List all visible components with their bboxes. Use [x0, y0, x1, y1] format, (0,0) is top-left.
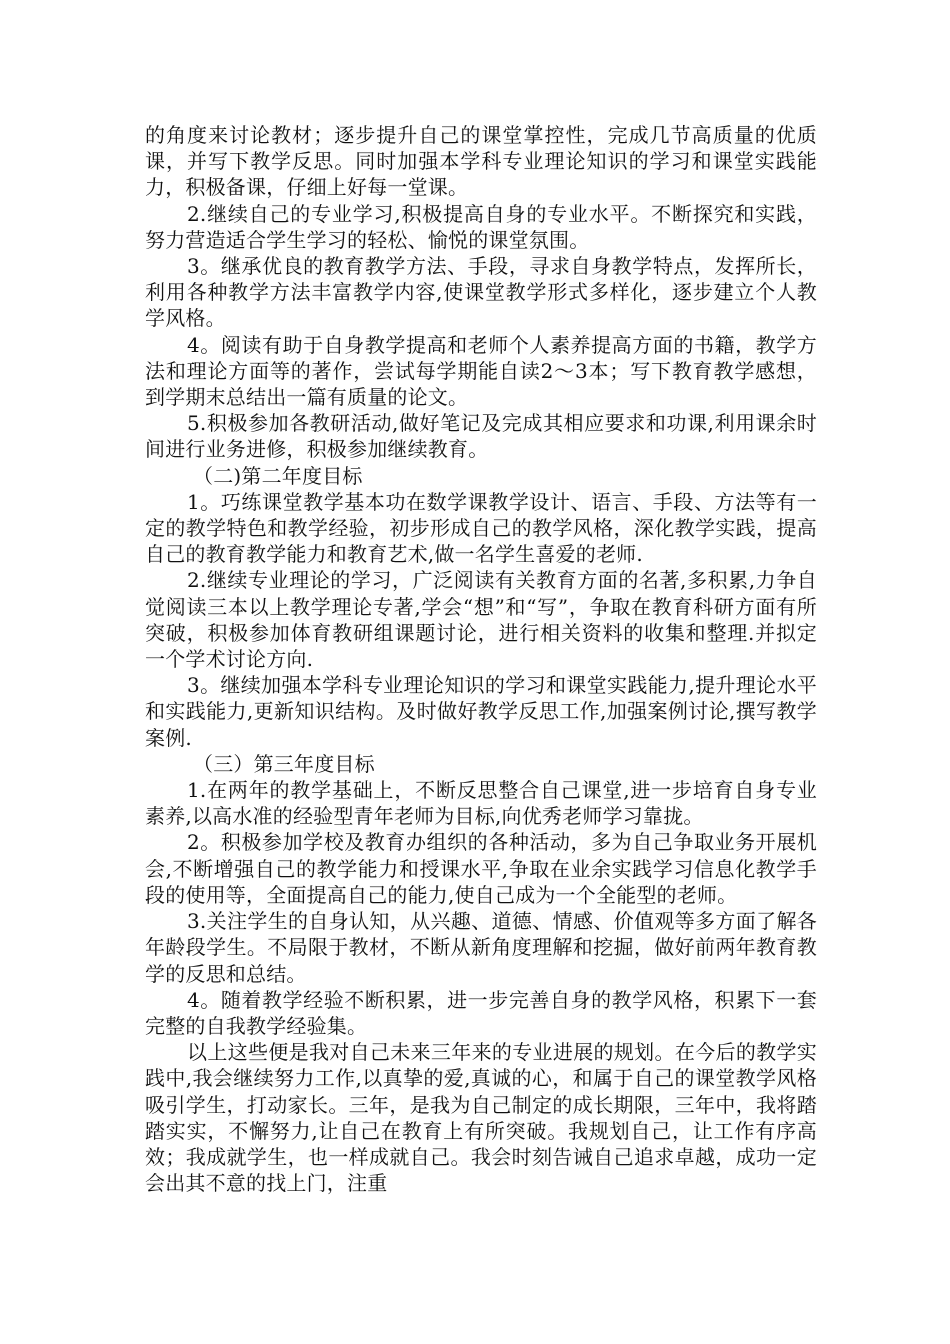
document-body	[145, 122, 817, 1196]
section-heading-year-two: （二)第二年度目标	[193, 463, 363, 488]
paragraph-item-3: 3。继续加强本学科专业理论知识的学习和课堂实践能力,提升理论水平和实践能力,更新知识结构。及时做好教学反思工作,加强案例讨论,撰写教学案例.	[145, 673, 817, 750]
paragraph-item-3: 3。继承优良的教育教学方法、手段，寻求自身教学特点，发挥所长，利用各种教学方法丰富教学内容,使课堂教学形式多样化，逐步建立个人教学风格。	[145, 254, 817, 331]
paragraph-item-4: 4。阅读有助于自身教学提高和老师个人素养提高方面的书籍，教学方法和理论方面等的著作，尝试每学期能自读2～3本；写下教育教学感想，到学期末总结出一篇有质量的论文。	[145, 332, 817, 410]
paragraph-item-4: 4。随着教学经验不断积累，进一步完善自身的教学风格，积累下一套完整的自我教学经验集。	[145, 987, 817, 1038]
paragraph-item-1: 1.在两年的教学基础上，不断反思整合自己课堂,进一步培育自身专业素养,以高水准的经验型青年老师为目标,向优秀老师学习靠拢。	[145, 778, 817, 829]
paragraph-item-2: 2.继续自己的专业学习,积极提高自身的专业水平。不断探究和实践，努力营造适合学生学习的轻松、愉悦的课堂氛围。	[145, 201, 817, 252]
paragraph-item-2: 2。积极参加学校及教育办组织的各种活动，多为自己争取业务开展机会,不断增强自己的教学能力和授课水平,争取在业余实践学习信息化教学手段的使用等，全面提高自己的能力,使自己成为一个全能型的老师。	[145, 830, 817, 907]
section-heading-year-three: （三）第三年度目标	[193, 751, 375, 776]
paragraph-conclusion: 以上这些便是我对自己未来三年来的专业进展的规划。在今后的教学实践中,我会继续努力工作,以真挚的爱,真诚的心，和属于自己的课堂教学风格吸引学生，打动家长。三年，是我为自己制定的成长期限，三年中，我将踏踏实实，不懈努力,让自己在教育上有所突破。我规划自己，让工作有序高效；我成就学生，也一样成就自己。我会时刻告诫自己追求卓越，成功一定会出其不意的找上门，注重	[145, 1040, 817, 1196]
paragraph-item-3: 3.关注学生的自身认知，从兴趣、道德、情感、价值观等多方面了解各年龄段学生。不局限于教材，不断从新角度理解和挖掘，做好前两年教育教学的反思和总结。	[145, 909, 817, 986]
paragraph: 的角度来讨论教材；逐步提升自己的课堂掌控性，完成几节高质量的优质课，并写下教学反思。同时加强本学科专业理论知识的学习和课堂实践能力，积极备课，仔细上好每一堂课。	[145, 123, 817, 200]
paragraph-item-1: 1。巧练课堂教学基本功在数学课教学设计、语言、手段、方法等有一定的教学特色和教学经验，初步形成自己的教学风格，深化教学实践，提高自己的教育教学能力和教育艺术,做一名学生喜爱的老师.	[145, 489, 817, 567]
paragraph-item-5: 5.积极参加各教研活动,做好笔记及完成其相应要求和功课,利用课余时间进行业务进修，积极参加继续教育。	[145, 411, 817, 462]
paragraph-item-2: 2.继续专业理论的学习，广泛阅读有关教育方面的名著,多积累,力争自觉阅读三本以上教学理论专著,学会“想”和“写”，争取在教育科研方面有所突破，积极参加体育教研组课题讨论，进行相关资料的收集和整理.并拟定一个学术讨论方向.	[145, 568, 817, 672]
